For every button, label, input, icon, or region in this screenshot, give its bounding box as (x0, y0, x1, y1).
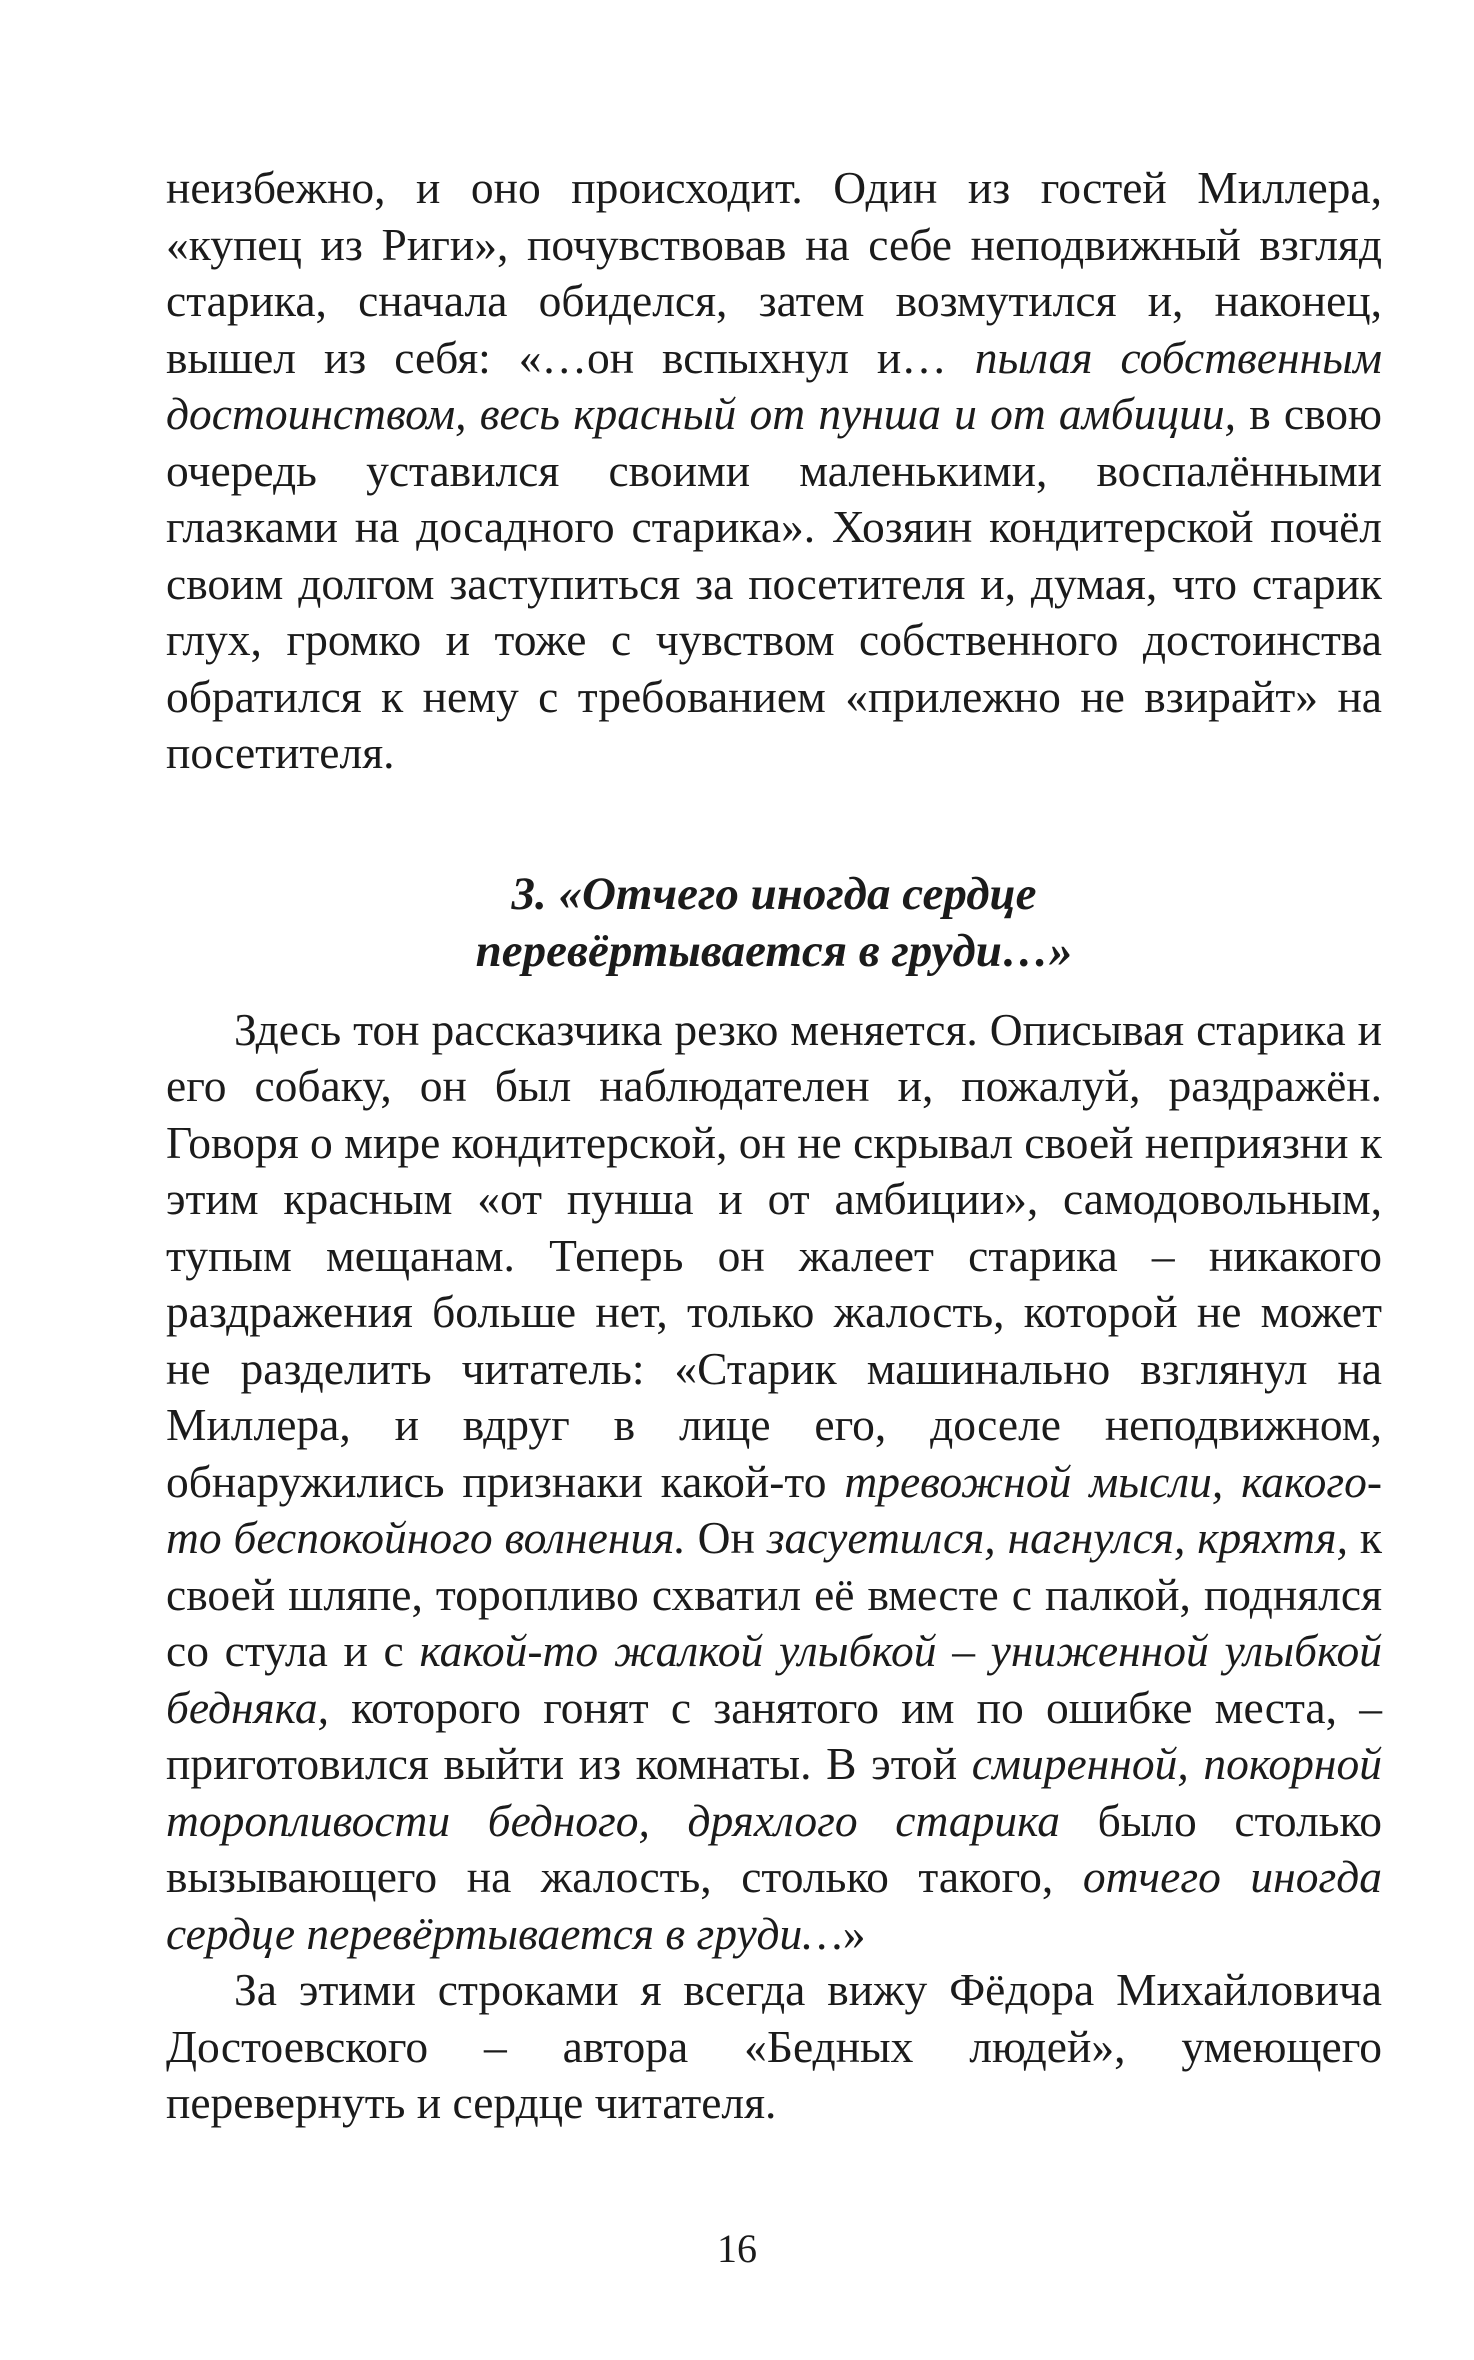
page-body (166, 160, 1382, 2132)
italic-run: пылая собственным достоинством, весь красный от пунша и от амбиции, (166, 331, 1382, 439)
italic-run: засуетился, нагнулся, кряхтя, (766, 1512, 1348, 1563)
paragraph-3: За этими строками я всегда вижу Фёдора Михайловича Достоевского – автора «Бедных людей», умеющего перевернуть и сердце читателя. (166, 1964, 1382, 2128)
section-heading-line-1: 3. «Отчего иногда сердце (511, 867, 1037, 920)
italic-run: тревожной мысли, какого-то беспокойного волнения. (166, 1455, 1382, 1563)
italic-run: смиренной, покорной торопливости бедного, дряхлого старика (166, 1738, 1382, 1846)
page-number: 16 (717, 2226, 757, 2271)
paragraph-1: неизбежно, и оно происходит. Один из гостей Миллера, «купец из Риги», почувствовав на себе неподвижный взгляд старика, сначала обиделся, затем возмутился и, наконец, вышел из себя: «…он вспыхнул и… пылая собственным достоинством, весь красный от пунша и от амбиции, в свою очередь уставился своими маленькими, воспалёнными глазками на досадного старика». Хозяин кондитерской почёл своим долгом заступиться за посетителя и, думая, что старик глух, громко и тоже с чувством собственного достоинства обратился к нему с требованием «прилежно не взирайт» на посетителя. (166, 162, 1382, 778)
italic-run: какой-то жалкой улыбкой – униженной улыбкой бедняка, (166, 1625, 1383, 1733)
section-heading (166, 866, 1382, 980)
italic-run: отчего иногда сердце перевёртывается в груди… (166, 1851, 1382, 1959)
section-heading-line-2: перевёртывается в груди…» (475, 924, 1073, 977)
paragraph-2: Здесь тон рассказчика резко меняется. Описывая старика и его собаку, он был наблюдателен и, пожалуй, раздражён. Говоря о мире кондитерской, он не скрывал своей неприязни к этим красным «от пунша и от амбиции», самодовольным, тупым мещанам. Теперь он жалеет старика – никакого раздражения больше нет, только жалость, которой не может не разделить читатель: «Старик машинально взглянул на Миллера, и вдруг в лице его, доселе неподвижном, обнаружились признаки какой-то тревожной мысли, какого-то беспокойного волнения. Он засуетился, нагнулся, кряхтя, к своей шляпе, торопливо схватил её вместе с палкой, поднялся со стула и с какой-то жалкой улыбкой – униженной улыбкой бедняка, которого гонят с занятого им по ошибке места, – приготовился выйти из комнаты. В этой смиренной, покорной торопливости бедного, дряхлого старика было столько вызывающего на жалость, столько такого, отчего иногда сердце перевёртывается в груди…» (166, 1003, 1383, 1959)
